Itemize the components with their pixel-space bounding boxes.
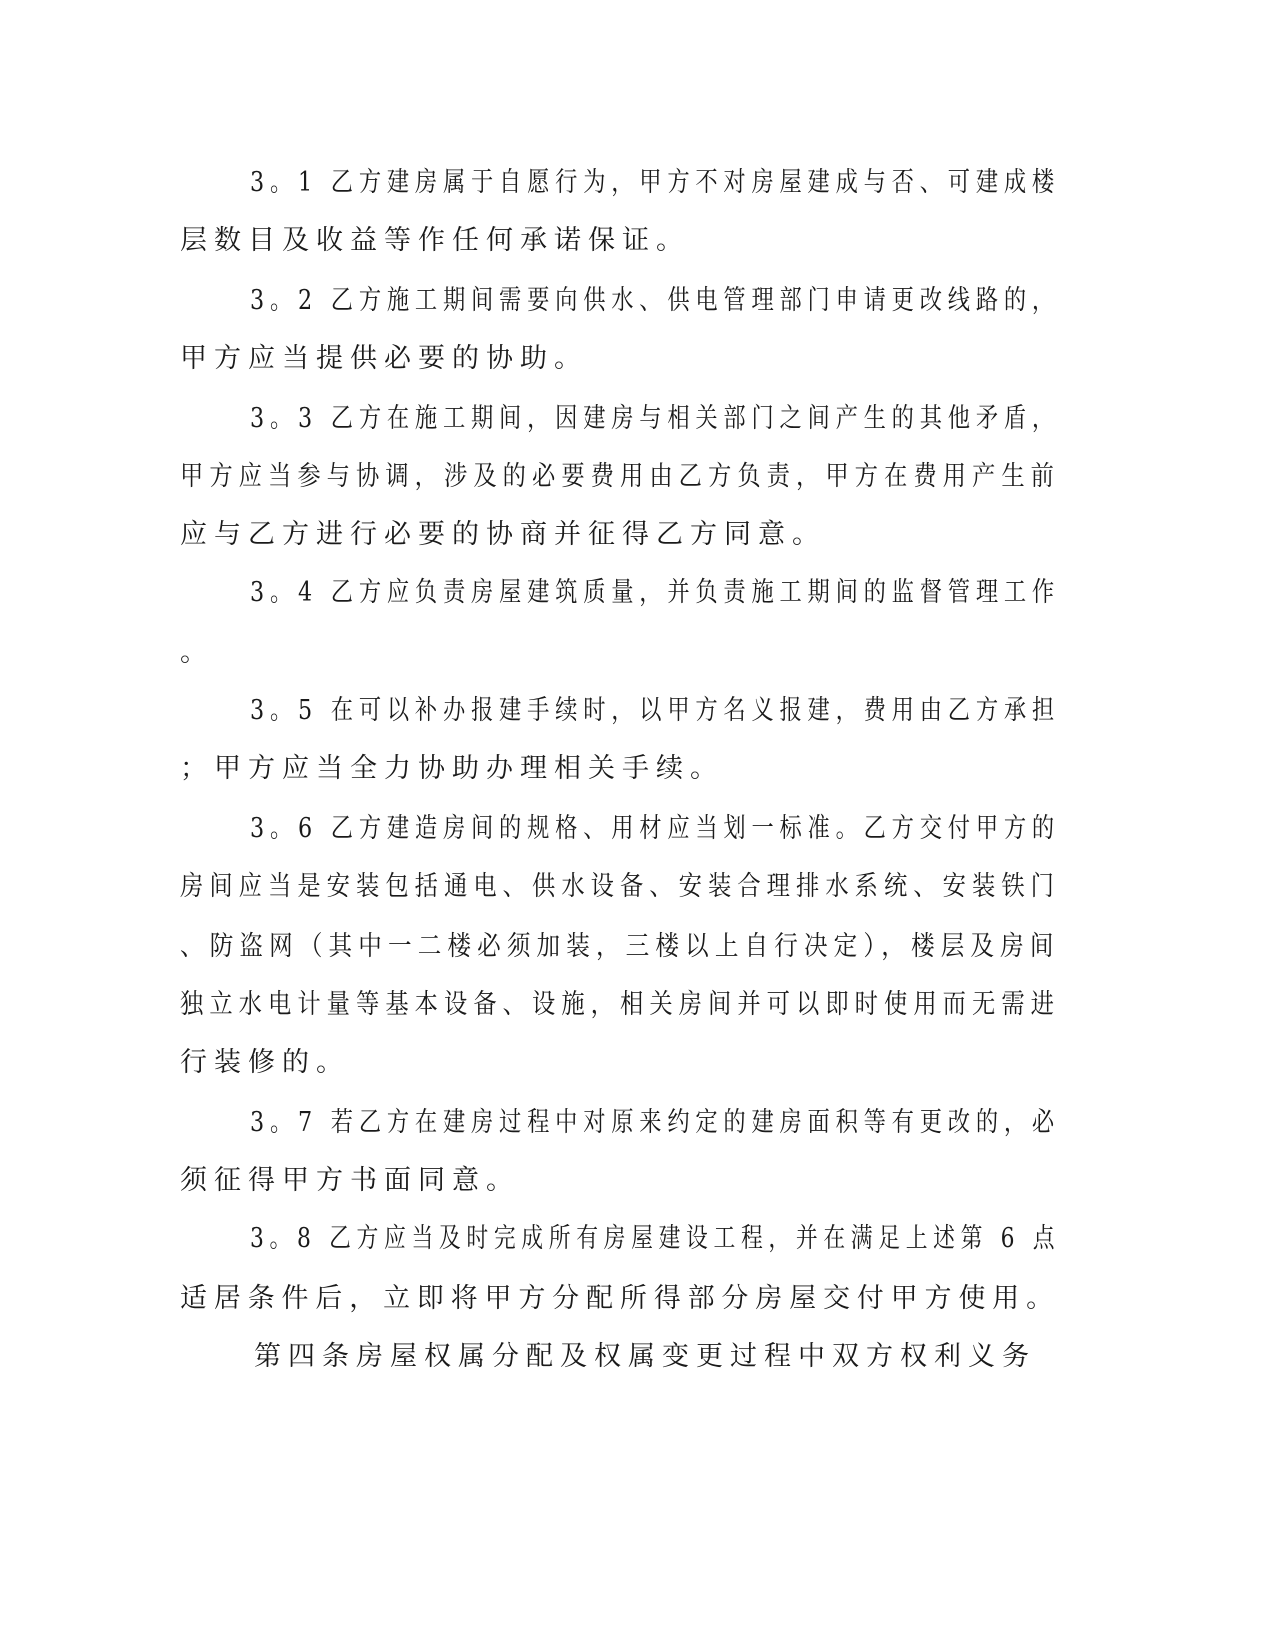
clause-3-1-line-2: 层数目及收益等作任何承诺保证。 bbox=[180, 225, 690, 256]
clause-3-2-line-1: 3。2 乙方施工期间需要向供水、供电管理部门申请更改线路的， bbox=[250, 285, 1060, 316]
clause-3-5-line-2: ；甲方应当全力协助办理相关手续。 bbox=[180, 753, 724, 784]
clause-3-4-line-1: 3。4 乙方应负责房屋建筑质量，并负责施工期间的监督管理工作 bbox=[250, 577, 1060, 608]
clause-3-7-line-1: 3。7 若乙方在建房过程中对原来约定的建房面积等有更改的，必 bbox=[250, 1107, 1060, 1138]
clause-3-3-line-1: 3。3 乙方在施工期间，因建房与相关部门之间产生的其他矛盾， bbox=[250, 403, 1060, 434]
clause-3-8-line-1: 3。8 乙方应当及时完成所有房屋建设工程，并在满足上述第 6 点 bbox=[250, 1223, 1061, 1254]
clause-3-5-line-1: 3。5 在可以补办报建手续时，以甲方名义报建，费用由乙方承担 bbox=[250, 695, 1060, 726]
clause-3-3-line-2: 甲方应当参与协调，涉及的必要费用由乙方负责，甲方在费用产生前 bbox=[180, 461, 1060, 492]
clause-3-1-line-1: 3。1 乙方建房属于自愿行为，甲方不对房屋建成与否、可建成楼 bbox=[250, 167, 1060, 198]
article-4-heading: 第四条房屋权属分配及权属变更过程中双方权利义务 bbox=[254, 1341, 1036, 1372]
clause-3-6-line-2: 房间应当是安装包括通电、供水设备、安装合理排水系统、安装铁门 bbox=[180, 871, 1060, 902]
clause-3-6-line-3: 、防盗网（其中一二楼必须加装，三楼以上自行决定），楼层及房间 bbox=[180, 931, 1060, 962]
clause-3-7-line-2: 须征得甲方书面同意。 bbox=[180, 1165, 520, 1196]
clause-3-3-line-3: 应与乙方进行必要的协商并征得乙方同意。 bbox=[180, 519, 826, 550]
clause-3-4-line-2: 。 bbox=[180, 637, 214, 668]
clause-3-6-line-1: 3。6 乙方建造房间的规格、用材应当划一标准。乙方交付甲方的 bbox=[250, 813, 1060, 844]
clause-3-2-line-2: 甲方应当提供必要的协助。 bbox=[180, 343, 588, 374]
clause-3-6-line-4: 独立水电计量等基本设备、设施，相关房间并可以即时使用而无需进 bbox=[180, 989, 1060, 1020]
clause-3-6-line-5: 行装修的。 bbox=[180, 1047, 350, 1078]
clause-3-8-line-2: 适居条件后，立即将甲方分配所得部分房屋交付甲方使用。 bbox=[180, 1283, 1060, 1314]
